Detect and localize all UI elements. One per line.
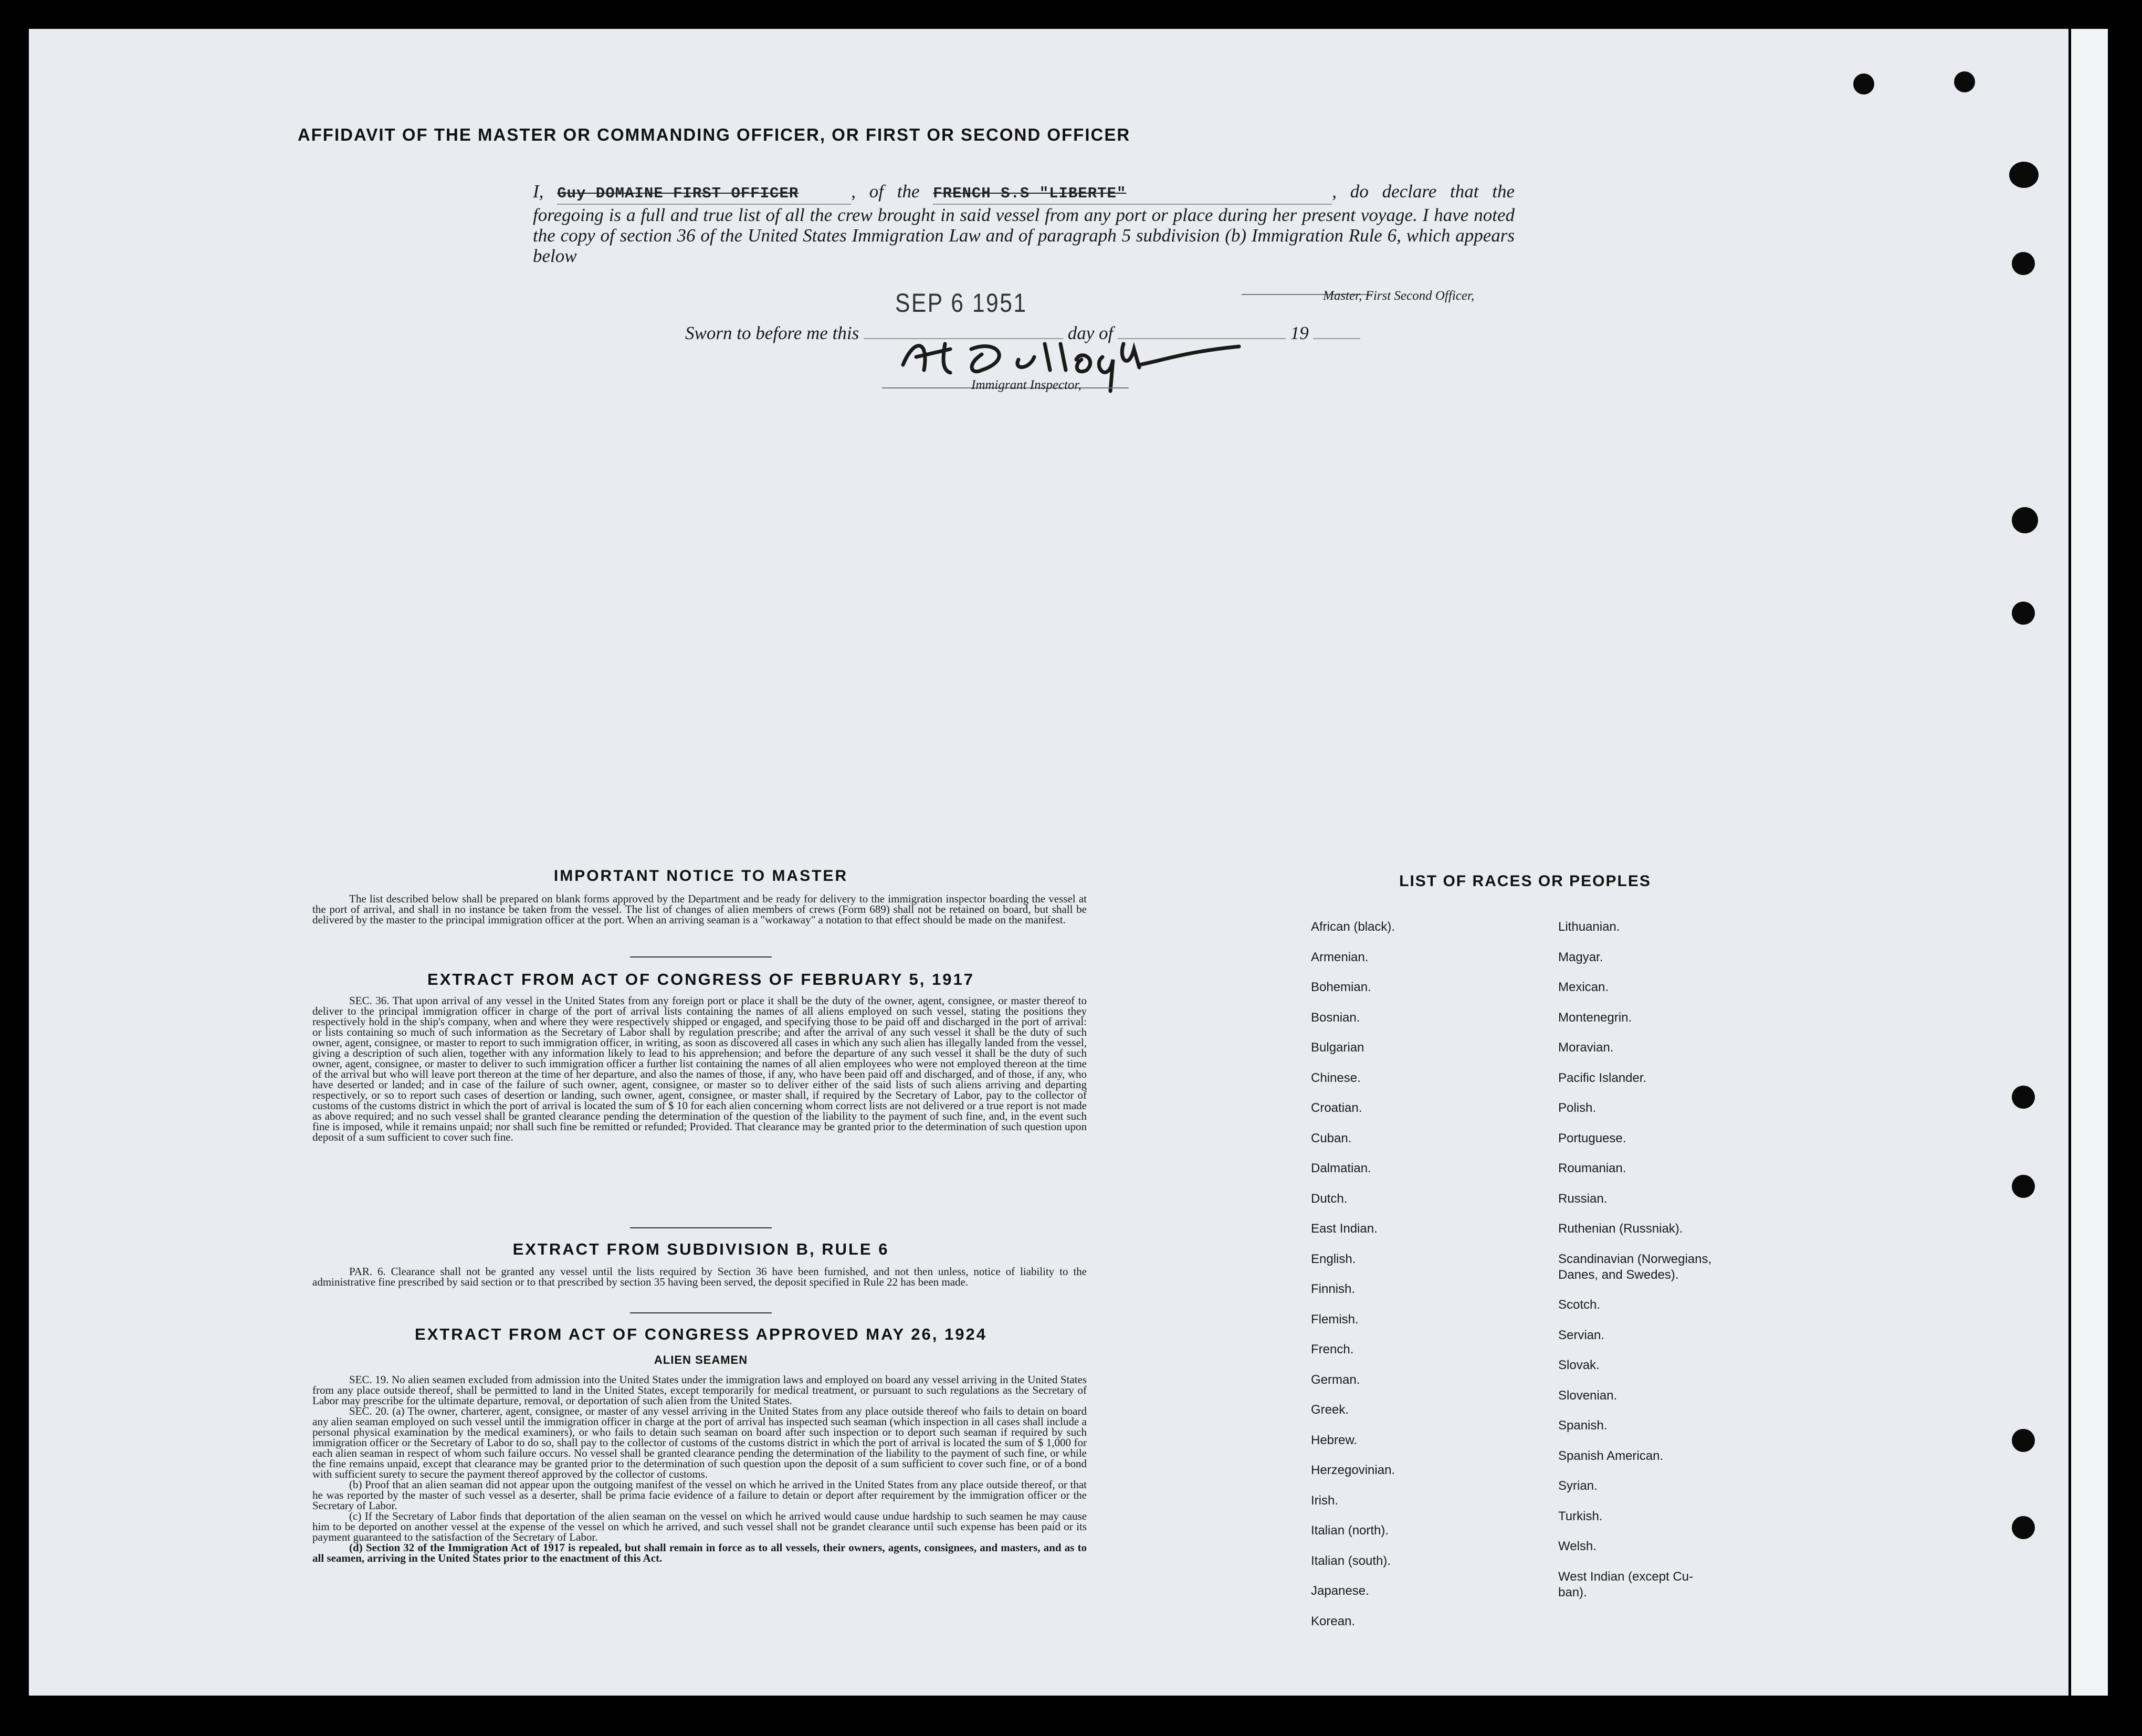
section-20b-paragraph: (b) Proof that an alien seaman did not appear upon the outgoing manifest of the vessel on which he arrived in the United States from any place outside thereof, or that he was reported by the master of such vessel as a deserter, shall be prima facie evidence of a failure to detain or deport after requirement by the immigration officer or the Secretary of Labor. [312,1478,1087,1512]
race-item: Russian. [1558,1192,1608,1206]
race-item: Slovak. [1558,1358,1600,1372]
race-item: Dalmatian. [1311,1161,1371,1175]
binder-hole [2009,162,2039,188]
race-item: Danes, and Swedes). [1558,1268,1679,1282]
divider [630,956,772,958]
race-item: Herzegovinian. [1311,1463,1395,1477]
race-item: Ruthenian (Russniak). [1558,1222,1683,1236]
race-item: Chinese. [1311,1071,1361,1085]
extract-1917-title: EXTRACT FROM ACT OF CONGRESS OF FEBRUARY 5, 1917 [427,970,974,988]
binder-hole [1853,73,1874,94]
binder-hole [2012,507,2038,533]
race-item: Hebrew. [1311,1433,1358,1447]
race-item: Mexican. [1558,980,1609,994]
race-item: Slovenian. [1558,1388,1618,1403]
race-item: Greek. [1311,1403,1349,1417]
extract-1917-text [312,995,1087,1142]
affidavit-title: AFFIDAVIT OF THE MASTER OR COMMANDING OFFICER, OR FIRST OR SECOND OFFICER [297,125,1131,144]
vessel-name: FRENCH S.S "LIBERTE" [933,183,1332,205]
race-item: Welsh. [1558,1539,1597,1553]
notice-text [312,893,1087,925]
extract-rule6-text [312,1266,1087,1287]
affidavit-declaration [533,181,1515,266]
declaration-body: , do declare that the foregoing is a full and true list of all the crew brought in said vessel from any port or place during her present voyage. I have noted the copy of section 36 of the United States Immigration Law and of paragraph 5 subdivision (b) Immigration Rule 6, which appears below [533,181,1515,266]
section-20c-paragraph: (c) If the Secretary of Labor finds that deportation of the alien seaman on the vessel on which he arrived would cause undue hardship to such seamen he may cause him to be deported on another vessel at the expense of the vessel on which he arrived, and such vessel shall not be grandet clearance until such expense has been paid or its payment guaranteed to the satisfaction of the Secretary of Labor. [312,1510,1087,1543]
race-item: Spanish American. [1558,1449,1664,1463]
race-item: Japanese. [1311,1584,1369,1598]
binder-hole [2012,602,2035,625]
race-item: Dutch. [1311,1192,1348,1206]
race-item: Korean. [1311,1614,1356,1628]
officer-name: Guy DOMAINE FIRST OFFICER [557,183,851,205]
race-item: Roumanian. [1558,1161,1626,1175]
race-item: Bosnian. [1311,1011,1360,1025]
race-item: Lithuanian. [1558,920,1620,934]
race-item: Polish. [1558,1101,1597,1115]
divider [630,1227,772,1228]
race-item: Servian. [1558,1328,1605,1342]
race-item: Italian (south). [1311,1554,1391,1568]
inspector-label: Immigrant Inspector, [971,378,1082,392]
declaration-of-the: , of the [851,181,920,202]
race-item: Scotch. [1558,1298,1601,1312]
binder-hole [2012,1086,2035,1109]
extract-1924-text [312,1374,1087,1563]
extract-1917-paragraph: SEC. 36. That upon arrival of any vessel in the United States from any foreign port or place it shall be the duty of the owner, agent, consignee, or master thereof to deliver to the principal immigration officer in charge of the port of arrival lists containing the names of all aliens employed on such vessel, stating the positions they respectively hold in the ship's company, when and where they were respectively shipped or engaged, and specifying those to be paid off and discharged in the port of arrival: or lists containing so much of such information as the Secretary of Labor shall by regulation prescribe; and after the arrival of any such vessel it shall be the duty of such owner, agent, consignee, or master to report to such immigration officer, in writing, as soon as discovered all cases in which any such alien has illegally landed from the vessel, giving a description of such alien, together with any information likely to lead to his apprehension; and before the departure of any such vessel it shall be the duty of such owner, agent, consignee, or master to deliver to such immigration officer a further list containing the names of all alien employees who were not employed thereon at the time of the arrival but who will leave port thereon at the time of her departure, and also the names of those, if any, who have been paid off and discharged, and of those, if any, who have deserted or landed; and in case of the failure of such owner, agent, consignee, or master so to deliver either of the said lists of such aliens arriving and departing respectively, or so to report such cases of desertion or landing, such owner, agent, consignee, or master shall, if required by the Secretary of Labor, pay to the collector of customs of the customs district in which the port of arrival is located the sum of $ 10 for each alien concerning whom correct lists are not delivered or a true report is not made as above required; and no such vessel shall be granted clearance pending the determination of the question of the liability to the payment of such fine, and, in the event such fine is imposed, while it remains unpaid; nor shall such fine be remitted or refunded; Provided. That clearance may be granted prior to the determination of such question upon deposit of a sum sufficient to cover such fine. [312,994,1087,1143]
extract-rule6-title: EXTRACT FROM SUBDIVISION B, RULE 6 [512,1240,889,1258]
binder-hole [2012,1516,2035,1539]
race-item: Syrian. [1558,1479,1598,1493]
notice-paragraph: The list described below shall be prepared on blank forms approved by the Department and be ready for delivery to the immigration inspector boarding the vessel at the port of arrival, and shall in no instance be taken from the vessel. The list of changes of alien members of crews (Form 689) shall not be retained on board, but shall be delivered by the master to the principal immigration officer at the port. When an arriving seaman is a "workaway" a notation to that effect should be made on the manifest. [312,892,1087,926]
race-item: Magyar. [1558,950,1603,964]
race-item: Flemish. [1311,1312,1359,1327]
race-item: East Indian. [1311,1222,1378,1236]
officer-title-label: Master, First Second Officer, [1323,289,1475,303]
extract-rule6-paragraph: PAR. 6. Clearance shall not be granted any vessel until the lists required by Section 36 have been furnished, and not then unless, notice of liability to the administrative fine prescribed by said section or to that prescribed by section 35 having been served, the deposit specified in Rule 22 has been made. [312,1265,1087,1288]
binder-hole [2012,252,2035,275]
year-label: 19 [1290,323,1309,343]
race-item: Bulgarian [1311,1040,1364,1055]
race-item: Armenian. [1311,950,1369,964]
race-item: Italian (north). [1311,1523,1389,1538]
race-item: Turkish. [1558,1509,1603,1523]
race-item: Bohemian. [1311,980,1371,994]
race-item: French. [1311,1342,1354,1356]
section-20a-paragraph: SEC. 20. (a) The owner, charterer, agent, consignee, or master of any vessel arriving in the United States from any place outside thereof who fails to detain on board any alien seaman employed on such vessel until the immigration officer in charge at the port of arrival has inspected such seaman (which inspection in all cases shall include a personal physical examination by the medical examiners), or who fails to detain such seaman on board after such inspection or to deport such seaman if required by such immigration officer or the Secretary of Labor to do so, shall pay to the collector of customs of the customs district in which the port of arrival is located the sum of $ 1,000 for each alien seaman in respect of whom such failure occurs. No vessel shall be granted clearance pending the determination of the liability to the payment of such fine, or while the fine remains unpaid, except that clearance may be granted prior to the determination of such question upon the deposit of a sum sufficient to cover such fine, or of a bond with sufficient surety to secure the payment thereof approved by the collector of customs. [312,1405,1087,1480]
race-item: Spanish. [1558,1418,1608,1433]
race-item: Scandinavian (Norwegians, [1558,1252,1712,1266]
races-title: LIST OF RACES OR PEOPLES [1399,872,1651,890]
binder-hole [1954,71,1975,92]
binder-hole [2012,1429,2035,1452]
day-of-label: day of [1067,323,1114,343]
race-item: West Indian (except Cu- [1558,1570,1694,1584]
page-edge-strip [2071,29,2108,1696]
notice-title: IMPORTANT NOTICE TO MASTER [553,867,848,885]
race-item: Pacific Islander. [1558,1071,1647,1085]
race-item: Cuban. [1311,1131,1352,1145]
race-item: English. [1311,1252,1356,1266]
binder-hole [2012,1175,2035,1198]
race-item: African (black). [1311,920,1395,934]
sworn-before-label: Sworn to before me this [685,323,859,343]
race-item: Croatian. [1311,1101,1362,1115]
race-item: ban). [1558,1585,1587,1600]
date-stamp: SEP 6 1951 [895,288,1027,318]
race-item: Montenegrin. [1558,1011,1632,1025]
section-20d-paragraph: (d) Section 32 of the Immigration Act of 1917 is repealed, but shall remain in force as to all vessels, their owners, agents, consignees, and masters, and as to all seamen, arriving in the United States prior to the enactment of this Act. [312,1541,1087,1564]
alien-seamen-subtitle: ALIEN SEAMEN [654,1353,748,1366]
race-item: German. [1311,1373,1360,1387]
divider [630,1312,772,1313]
declaration-intro: I, [533,181,544,202]
race-item: Moravian. [1558,1040,1614,1055]
race-item: Portuguese. [1558,1131,1626,1145]
race-item: Finnish. [1311,1282,1356,1296]
section-19-paragraph: SEC. 19. No alien seamen excluded from admission into the United States under the immigration laws and employed on board any vessel arriving in the United States from any place outside thereof, shall be permitted to land in the United States, except temporarily for medical treatment, or pursuant to such regulations as the Secretary of Labor may prescribe for the ultimate departure, removal, or deportation of such alien from the United States. [312,1373,1087,1407]
extract-1924-title: EXTRACT FROM ACT OF CONGRESS APPROVED MAY 26, 1924 [415,1325,987,1343]
race-item: Irish. [1311,1493,1339,1508]
